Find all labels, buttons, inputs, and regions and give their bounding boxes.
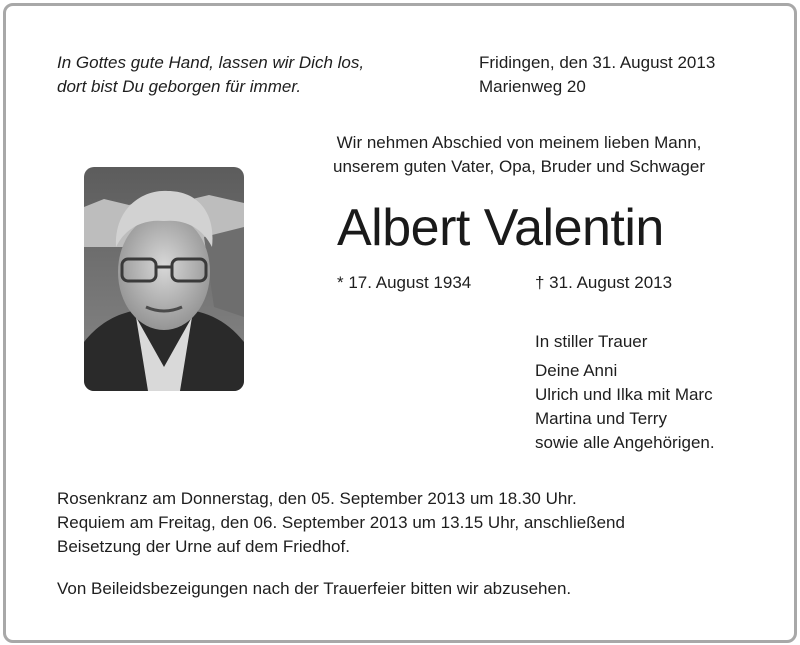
mourner-line: Martina und Terry bbox=[535, 409, 667, 428]
mourner-line: Ulrich und Ilka mit Marc bbox=[535, 385, 713, 404]
service-line: Rosenkranz am Donnerstag, den 05. September 2013 um 18.30 Uhr. bbox=[57, 489, 577, 508]
service-details bbox=[57, 487, 625, 559]
verse-quote bbox=[57, 51, 364, 99]
verse-line: In Gottes gute Hand, lassen wir Dich los, bbox=[57, 53, 365, 72]
birth-date: * 17. August 1934 bbox=[337, 273, 472, 292]
place-date bbox=[479, 51, 715, 99]
farewell-intro bbox=[300, 131, 738, 179]
death-date: † 31. August 2013 bbox=[535, 273, 673, 292]
intro-line: Wir nehmen Abschied von meinem lieben Mann, bbox=[336, 133, 702, 152]
service-line: Requiem am Freitag, den 06. September 2013 um 13.15 Uhr, anschließend bbox=[57, 513, 625, 532]
mourning-heading: In stiller Trauer bbox=[535, 332, 648, 351]
portrait-photo bbox=[84, 167, 244, 391]
deceased-name: Albert Valentin bbox=[337, 199, 664, 257]
mourners-list bbox=[535, 359, 715, 455]
service-line: Beisetzung der Urne auf dem Friedhof. bbox=[57, 537, 350, 556]
mourner-line: Deine Anni bbox=[535, 361, 618, 380]
address-line: Marienweg 20 bbox=[479, 77, 586, 96]
intro-line: unserem guten Vater, Opa, Bruder und Schwager bbox=[332, 157, 706, 176]
verse-line: dort bist Du geborgen für immer. bbox=[57, 77, 302, 96]
mourner-line: sowie alle Angehörigen. bbox=[535, 433, 715, 452]
closing-note: Von Beileidsbezeigungen nach der Trauerfeier bitten wir abzusehen. bbox=[57, 579, 572, 598]
place-date-line: Fridingen, den 31. August 2013 bbox=[479, 53, 716, 72]
